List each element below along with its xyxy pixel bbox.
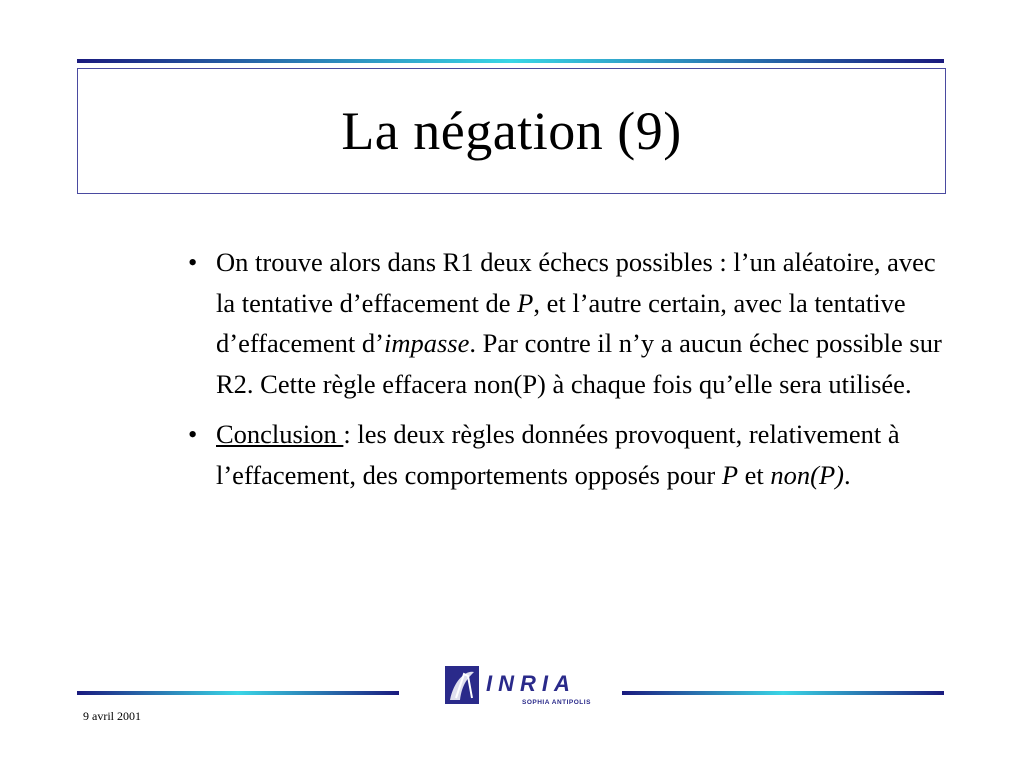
bullet-list	[188, 242, 948, 495]
bullet-2-italic-nonp: non(P)	[770, 459, 844, 490]
bullet-2-text-a: : les deux règles données provoquent, relativement à l’effacement, des comportements opposés pour	[216, 419, 900, 490]
bullet-1-text-c: . Par contre il n’y a aucun échec possible sur R2. Cette règle effacera non(P) à chaque fois qu’elle sera utilisée.	[216, 328, 942, 399]
bullet-1-text-a: On trouve alors dans R1 deux échecs possibles : l’un aléatoire, avec la tentative d’effacement de	[216, 247, 936, 318]
bullet-marker: •	[188, 419, 198, 449]
inria-logo-sub: SOPHIA ANTIPOLIS	[522, 699, 591, 706]
bullet-marker: •	[188, 247, 198, 277]
bullet-item-2	[188, 414, 948, 495]
footer-date: 9 avril 2001	[83, 709, 141, 723]
inria-logo-brand: INRIA	[486, 671, 576, 696]
inria-logo	[444, 660, 600, 710]
footer-left-bar	[77, 691, 399, 695]
slide-title: La négation (9)	[341, 101, 682, 161]
bullet-2-italic-p: P	[721, 459, 738, 490]
bullet-1-italic-impasse: impasse	[383, 328, 470, 358]
top-divider-bar	[77, 59, 944, 63]
bullet-1-italic-p: P	[517, 287, 534, 318]
bullet-2-conclusion-label: Conclusion	[216, 419, 344, 449]
bullet-2-text-b: et	[738, 459, 771, 490]
footer-right-bar	[622, 691, 944, 695]
bullet-1-text-b: , et l’autre certain, avec la tentative d’effacement d’	[216, 287, 906, 358]
bullet-item-1	[188, 242, 948, 404]
title-box	[77, 68, 946, 194]
slide-content	[188, 242, 948, 505]
bullet-2-text-c: .	[843, 459, 851, 490]
